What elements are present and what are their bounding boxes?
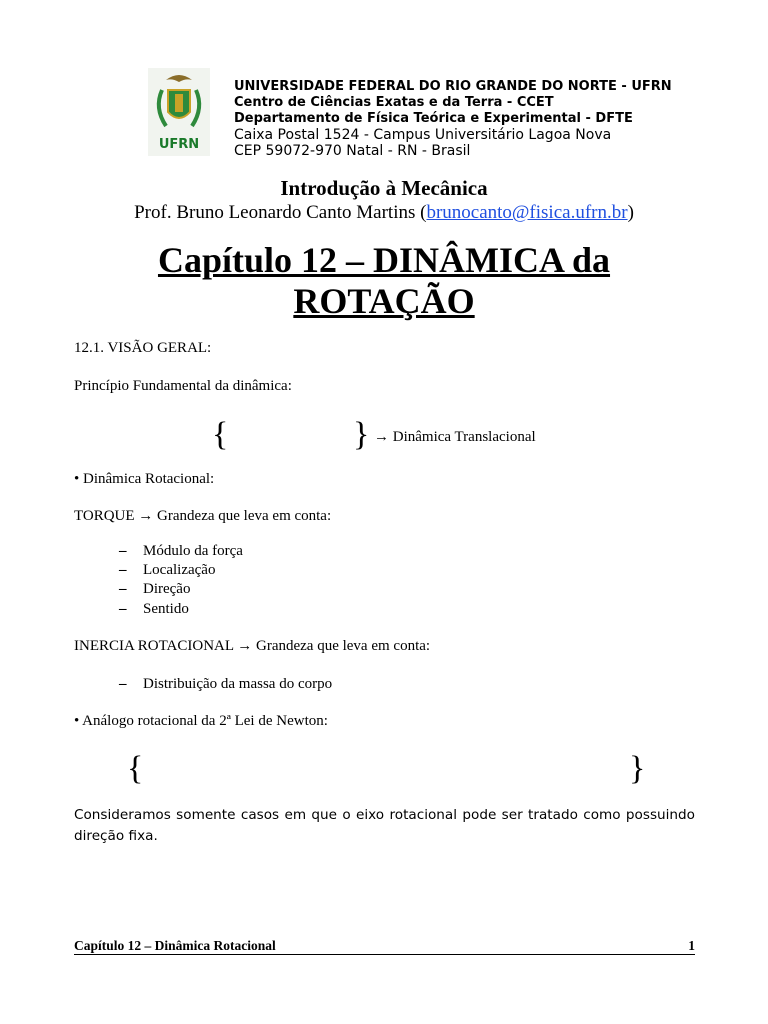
page-number: 1 [688,938,695,953]
list-item-label: Sentido [143,601,189,617]
university-name: UNIVERSIDADE FEDERAL DO RIO GRANDE DO NORTE - UFRN [234,79,672,94]
list-item-label: Direção [143,581,191,597]
chapter-heading-line1: Capítulo 12 – DINÂMICA da [157,240,611,280]
city-address: CEP 59072-970 Natal - RN - Brasil [234,143,471,159]
postal-address: Caixa Postal 1524 - Campus Universitário Lagoa Nova [234,127,612,143]
dash-bullet: – [119,601,127,617]
rotational-line: • Dinâmica Rotacional: [74,471,215,487]
newton-line: • Análogo rotacional da 2ª Lei de Newton: [74,713,328,729]
footer-chapter-title: Capítulo 12 – Dinâmica Rotacional [74,938,276,953]
dash-bullet: – [119,543,127,559]
chapter-heading-line2: ROTAÇÃO [293,281,475,321]
svg-text:UFRN: UFRN [158,137,200,152]
professor-line [0,202,768,224]
brace-close: } [629,750,646,787]
principle-line: Princípio Fundamental da dinâmica: [74,378,292,394]
brace-open: { [127,750,144,787]
translational-label: → Dinâmica Translacional [374,429,536,445]
brace-open: { [212,416,229,453]
list-item-label: Localização [143,562,216,578]
body-paragraph: Consideramos somente casos em que o eixo rotacional pode ser tratado como possuindo direção fixa. [74,807,695,844]
inertia-line: INERCIA ROTACIONAL → Grandeza que leva em conta: [74,638,431,654]
section-heading: 12.1. VISÃO GERAL: [74,340,212,356]
department-name: Departamento de Física Teórica e Experimental - DFTE [234,111,633,126]
course-title: Introdução à Mecânica [280,176,488,200]
center-name: Centro de Ciências Exatas e da Terra - CCET [234,95,554,110]
brace-close: } [353,416,370,453]
page-footer [74,938,695,955]
professor-name: Prof. Bruno Leonardo Canto Martins ( [134,202,427,223]
dash-bullet: – [119,676,127,692]
dash-bullet: – [119,562,127,578]
ufrn-seal-icon [148,68,210,156]
dash-bullet: – [119,581,127,597]
chapter-heading [0,240,768,322]
list-item-label: Distribuição da massa do corpo [143,676,333,692]
professor-suffix: ) [627,202,634,223]
institution-header [234,79,672,159]
professor-email-link[interactable]: brunocanto@fisica.ufrn.br [426,202,628,223]
ufrn-logo [148,68,210,156]
list-item-label: Módulo da força [143,543,243,559]
torque-line: TORQUE → Grandeza que leva em conta: [74,508,332,524]
